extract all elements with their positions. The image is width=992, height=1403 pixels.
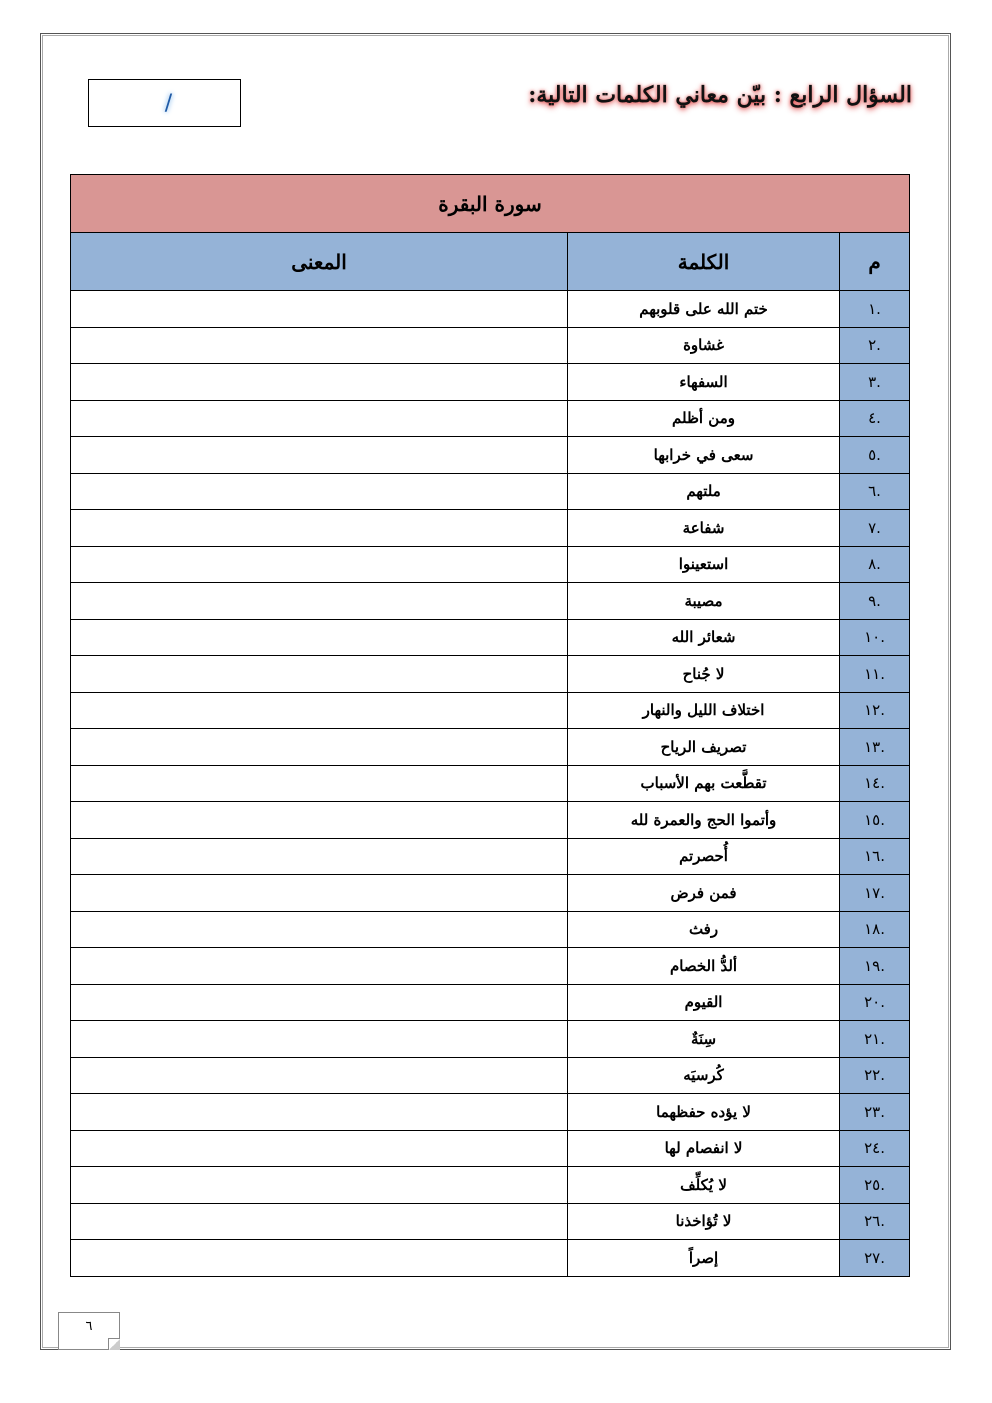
table-row — [71, 473, 910, 510]
row-word: لا يُكلِّف — [568, 1167, 840, 1204]
question-title: السؤال الرابع : بيّن معاني الكلمات التالية: — [528, 82, 912, 108]
row-number: .١٩ — [840, 948, 910, 985]
page-number-box — [58, 1312, 120, 1350]
row-word: وأتموا الحج والعمرة لله — [568, 802, 840, 839]
row-meaning-answer[interactable] — [71, 838, 568, 875]
row-meaning-answer[interactable] — [71, 802, 568, 839]
row-number: .٢٣ — [840, 1094, 910, 1131]
row-meaning-answer[interactable] — [71, 948, 568, 985]
surah-title: سورة البقرة — [71, 175, 910, 233]
table-row — [71, 510, 910, 547]
row-meaning-answer[interactable] — [71, 984, 568, 1021]
row-meaning-answer[interactable] — [71, 1057, 568, 1094]
table-row — [71, 583, 910, 620]
table-row — [71, 1167, 910, 1204]
row-number: .١٦ — [840, 838, 910, 875]
row-word: ملتهم — [568, 473, 840, 510]
row-number: .١٠ — [840, 619, 910, 656]
row-word: أُحصرتم — [568, 838, 840, 875]
row-meaning-answer[interactable] — [71, 437, 568, 474]
row-number: .١٢ — [840, 692, 910, 729]
row-meaning-answer[interactable] — [71, 1167, 568, 1204]
vocabulary-table — [70, 174, 910, 1277]
row-number: .١٧ — [840, 875, 910, 912]
row-word: كُرسيَه — [568, 1057, 840, 1094]
table-row — [71, 291, 910, 328]
row-number: .٧ — [840, 510, 910, 547]
table-row — [71, 1203, 910, 1240]
table-row — [71, 437, 910, 474]
row-number: .٢٠ — [840, 984, 910, 1021]
table-row — [71, 1021, 910, 1058]
row-number: .١٣ — [840, 729, 910, 766]
row-meaning-answer[interactable] — [71, 656, 568, 693]
row-number: .٢٥ — [840, 1167, 910, 1204]
row-meaning-answer[interactable] — [71, 619, 568, 656]
table-row — [71, 692, 910, 729]
row-word: مصيبة — [568, 583, 840, 620]
table-row — [71, 364, 910, 401]
row-word: اختلاف الليل والنهار — [568, 692, 840, 729]
table-row — [71, 1057, 910, 1094]
row-meaning-answer[interactable] — [71, 327, 568, 364]
table-row — [71, 984, 910, 1021]
table-row — [71, 1130, 910, 1167]
row-word: لا انفصام لها — [568, 1130, 840, 1167]
row-meaning-answer[interactable] — [71, 729, 568, 766]
table-row — [71, 1094, 910, 1131]
row-word: سِنَةٌ — [568, 1021, 840, 1058]
row-number: .١ — [840, 291, 910, 328]
score-box[interactable] — [88, 79, 241, 127]
row-word: ختم الله على قلوبهم — [568, 291, 840, 328]
row-meaning-answer[interactable] — [71, 1240, 568, 1277]
row-number: .٦ — [840, 473, 910, 510]
row-word: تقطَّعت بهم الأسباب — [568, 765, 840, 802]
table-row — [71, 765, 910, 802]
row-meaning-answer[interactable] — [71, 1130, 568, 1167]
row-word: ألدُّ الخصام — [568, 948, 840, 985]
row-number: .١٥ — [840, 802, 910, 839]
row-meaning-answer[interactable] — [71, 473, 568, 510]
row-number: .٢٦ — [840, 1203, 910, 1240]
row-meaning-answer[interactable] — [71, 1203, 568, 1240]
table-row — [71, 656, 910, 693]
row-number: .٢ — [840, 327, 910, 364]
table-row — [71, 1240, 910, 1277]
surah-title-row — [71, 175, 910, 233]
row-meaning-answer[interactable] — [71, 400, 568, 437]
row-word: شفاعة — [568, 510, 840, 547]
row-word: لا يؤده حفظهما — [568, 1094, 840, 1131]
row-word: سعى في خرابها — [568, 437, 840, 474]
row-word: استعينوا — [568, 546, 840, 583]
table-row — [71, 729, 910, 766]
header-meaning: المعنى — [71, 233, 568, 291]
row-word: لا جُناح — [568, 656, 840, 693]
table-row — [71, 911, 910, 948]
table-row — [71, 619, 910, 656]
row-meaning-answer[interactable] — [71, 583, 568, 620]
score-slash: / — [164, 90, 173, 116]
row-meaning-answer[interactable] — [71, 765, 568, 802]
row-meaning-answer[interactable] — [71, 1094, 568, 1131]
row-meaning-answer[interactable] — [71, 291, 568, 328]
row-number: .٢٤ — [840, 1130, 910, 1167]
table-header-row — [71, 233, 910, 291]
header-word: الكلمة — [568, 233, 840, 291]
row-word: غشاوة — [568, 327, 840, 364]
table-row — [71, 400, 910, 437]
table-row — [71, 875, 910, 912]
row-word: القيوم — [568, 984, 840, 1021]
row-meaning-answer[interactable] — [71, 510, 568, 547]
row-meaning-answer[interactable] — [71, 364, 568, 401]
row-number: .٤ — [840, 400, 910, 437]
page-number: ٦ — [85, 1319, 93, 1334]
table-row — [71, 327, 910, 364]
page-curl-icon — [108, 1338, 120, 1350]
header-num: م — [840, 233, 910, 291]
row-number: .٣ — [840, 364, 910, 401]
row-number: .١٤ — [840, 765, 910, 802]
row-meaning-answer[interactable] — [71, 546, 568, 583]
row-word: تصريف الرياح — [568, 729, 840, 766]
row-word: فمن فرض — [568, 875, 840, 912]
row-word: إصراً — [568, 1240, 840, 1277]
table-row — [71, 802, 910, 839]
table-row — [71, 948, 910, 985]
table-body — [71, 291, 910, 1277]
row-number: .٢٢ — [840, 1057, 910, 1094]
row-number: .٢٧ — [840, 1240, 910, 1277]
row-meaning-answer[interactable] — [71, 692, 568, 729]
row-word: لا تُؤاخذنا — [568, 1203, 840, 1240]
row-number: .٢١ — [840, 1021, 910, 1058]
row-word: ومن أظلم — [568, 400, 840, 437]
row-word: رفث — [568, 911, 840, 948]
row-number: .٨ — [840, 546, 910, 583]
row-number: .٩ — [840, 583, 910, 620]
row-word: السفهاء — [568, 364, 840, 401]
row-meaning-answer[interactable] — [71, 1021, 568, 1058]
row-meaning-answer[interactable] — [71, 911, 568, 948]
row-word: شعائر الله — [568, 619, 840, 656]
row-meaning-answer[interactable] — [71, 875, 568, 912]
row-number: .٥ — [840, 437, 910, 474]
table-row — [71, 546, 910, 583]
row-number: .١٨ — [840, 911, 910, 948]
table-row — [71, 838, 910, 875]
row-number: .١١ — [840, 656, 910, 693]
